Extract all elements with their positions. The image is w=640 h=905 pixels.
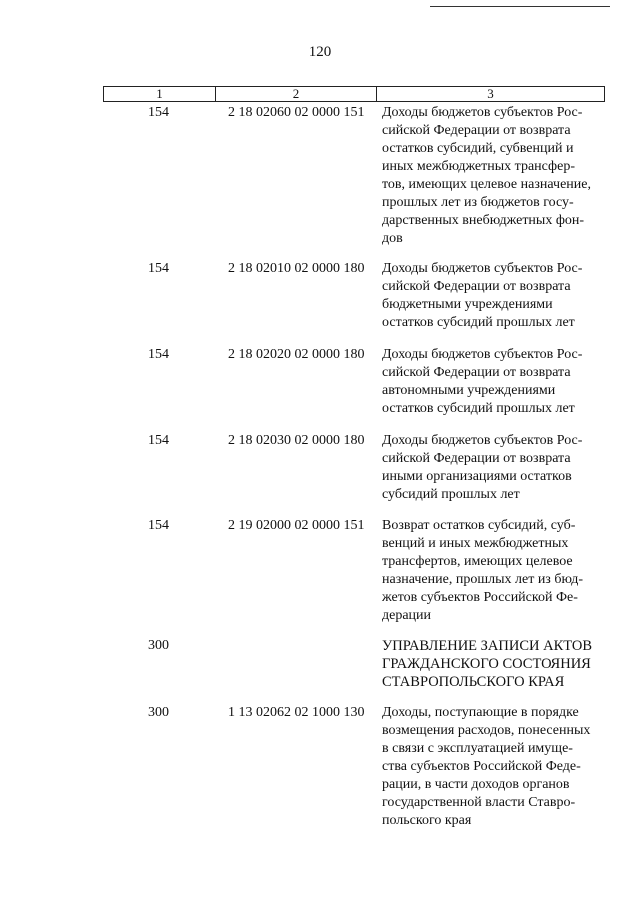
row-description: Доходы, поступающие в порядке возмещения расходов, понесенных в связи с эксплуатацией имуще- ства субъектов Российской Феде- рации, в части доходов органов государственной власти Ставро- польского края: [382, 705, 591, 828]
row-code: 154: [148, 261, 169, 276]
row-code: 300: [148, 638, 169, 653]
row-budget-code: 1 13 02062 02 1000 130: [228, 705, 365, 720]
row-description: Доходы бюджетов субъектов Рос- сийской Федерации от возврата автономными учреждениями остатков субсидий прошлых лет: [382, 347, 583, 416]
row-description: Доходы бюджетов субъектов Рос- сийской Федерации от возврата бюджетными учреждениями остатков субсидий прошлых лет: [382, 261, 583, 330]
row-code: 154: [148, 433, 169, 448]
row-description: Доходы бюджетов субъектов Рос- сийской Федерации от возврата иными организациями остатков субсидий прошлых лет: [382, 433, 583, 502]
row-budget-code: 2 18 02030 02 0000 180: [228, 433, 365, 448]
section-heading: УПРАВЛЕНИЕ ЗАПИСИ АКТОВ ГРАЖДАНСКОГО СОСТОЯНИЯ СТАВРОПОЛЬСКОГО КРАЯ: [382, 638, 593, 690]
row-budget-code: 2 18 02010 02 0000 180: [228, 261, 365, 276]
page-number: 120: [308, 44, 332, 60]
row-code: 154: [148, 518, 169, 533]
row-code: 154: [148, 105, 169, 120]
row-code: 154: [148, 347, 169, 362]
header-col-1: 1: [104, 87, 216, 101]
row-description: Возврат остатков субсидий, суб- венций и иных межбюджетных трансфертов, имеющих целевое назначение, прошлых лет из бюд- жетов субъектов Российской Фе- дерации: [382, 518, 583, 623]
row-budget-code: 2 18 02020 02 0000 180: [228, 347, 365, 362]
row-code: 300: [148, 705, 169, 720]
row-description: Доходы бюджетов субъектов Рос- сийской Федерации от возврата остатков субсидий, субвенций и иных межбюджетных трансфер- тов, имеющих целевое назначение, прошлых лет из бюджетов госу- дарственных внебюджетных фон- дов: [382, 105, 591, 246]
header-col-3: 3: [487, 86, 494, 101]
header-col-2: 2: [216, 87, 377, 101]
row-budget-code: 2 18 02060 02 0000 151: [228, 105, 365, 120]
row-budget-code: 2 19 02000 02 0000 151: [228, 518, 365, 533]
